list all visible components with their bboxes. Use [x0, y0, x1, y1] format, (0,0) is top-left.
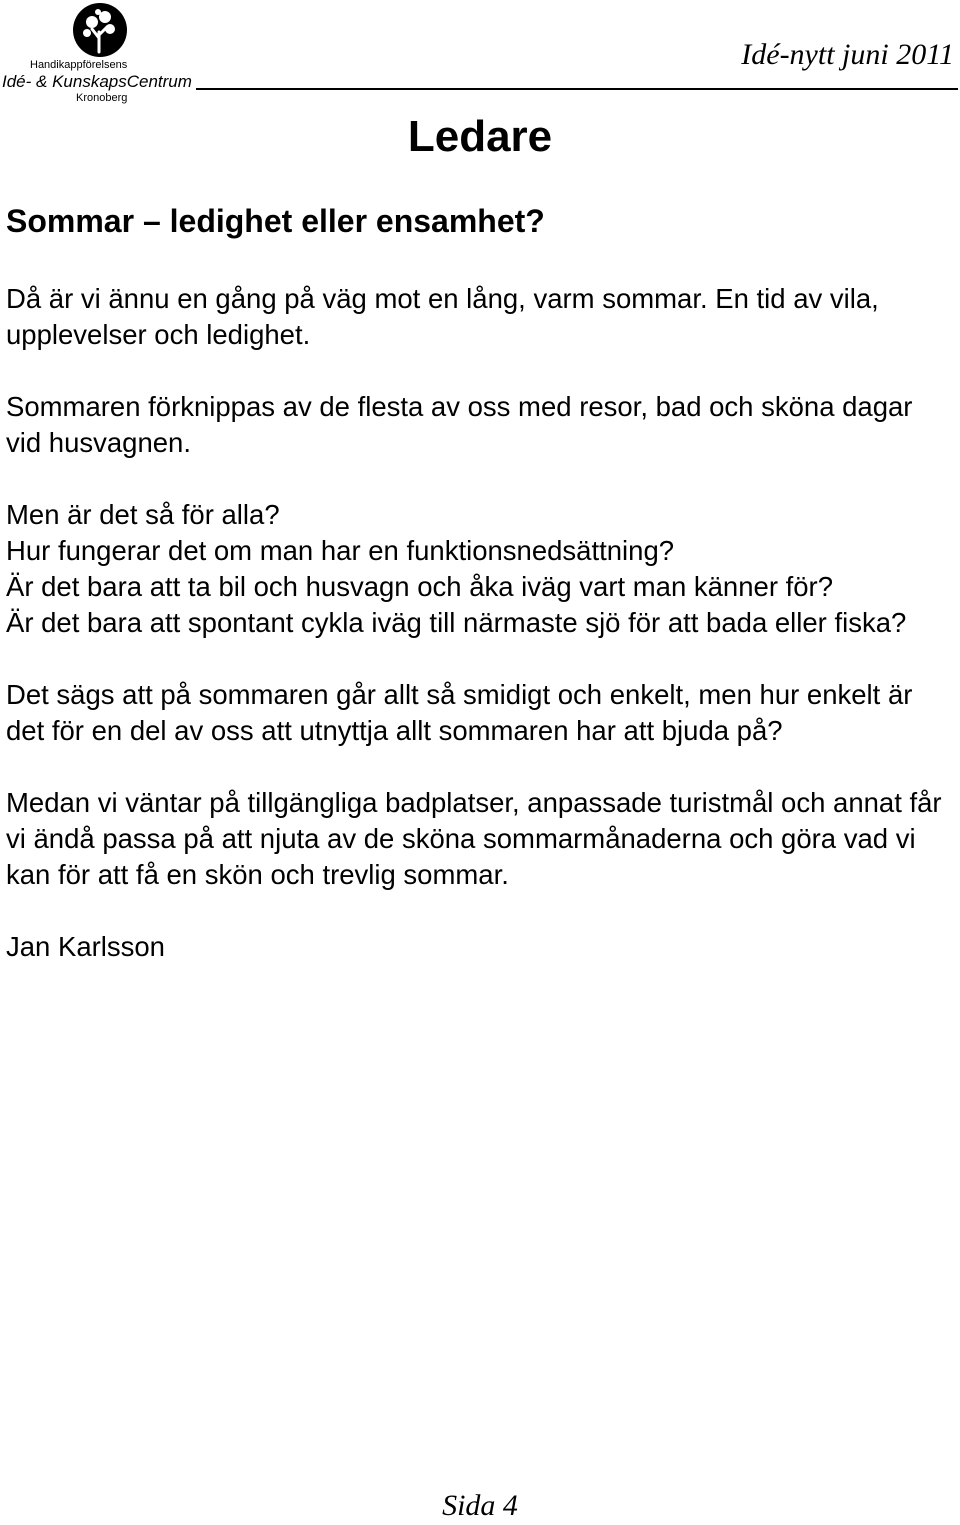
header-divider [196, 88, 958, 90]
paragraph-2: Sommaren förknippas av de flesta av oss med resor, bad och sköna dagar vid husvagnen. [6, 391, 913, 458]
paragraph-3: Men är det så för alla? Hur fungerar det om man har en funktionsnedsättning? Är det bara att ta bil och husvagn och åka iväg vart man känner för? Är det bara att spontant cykla iväg till närmaste sjö för att bada eller fiska? [6, 499, 907, 638]
tree-logo-icon [72, 2, 128, 58]
page-number: Sida 4 [442, 1489, 518, 1522]
article-body [6, 281, 951, 965]
organization-logo [2, 2, 202, 104]
logo-line-1: Handikappförelsens [30, 59, 128, 71]
paragraph-5: Medan vi väntar på tillgängliga badplatser, anpassade turistmål och annat får vi ändå passa på att njuta av de sköna sommarmånaderna och göra vad vi kan för att få en skön och trevlig sommar. [6, 787, 942, 890]
logo-line-2: Idé- & KunskapsCentrum [2, 72, 192, 91]
publication-title: Idé-nytt juni 2011 [741, 38, 954, 71]
paragraph-4: Det sägs att på sommaren går allt så smidigt och enkelt, men hur enkelt är det för en del av oss att utnyttja allt sommaren har att bjuda på? [6, 679, 913, 746]
article-title: Sommar – ledighet eller ensamhet? [6, 203, 545, 239]
logo-line-3: Kronoberg [76, 92, 128, 104]
author-signature: Jan Karlsson [6, 931, 165, 962]
paragraph-1: Då är vi ännu en gång på väg mot en lång, varm sommar. En tid av vila, upplevelser och ledighet. [6, 283, 879, 350]
section-heading: Ledare [407, 112, 553, 161]
